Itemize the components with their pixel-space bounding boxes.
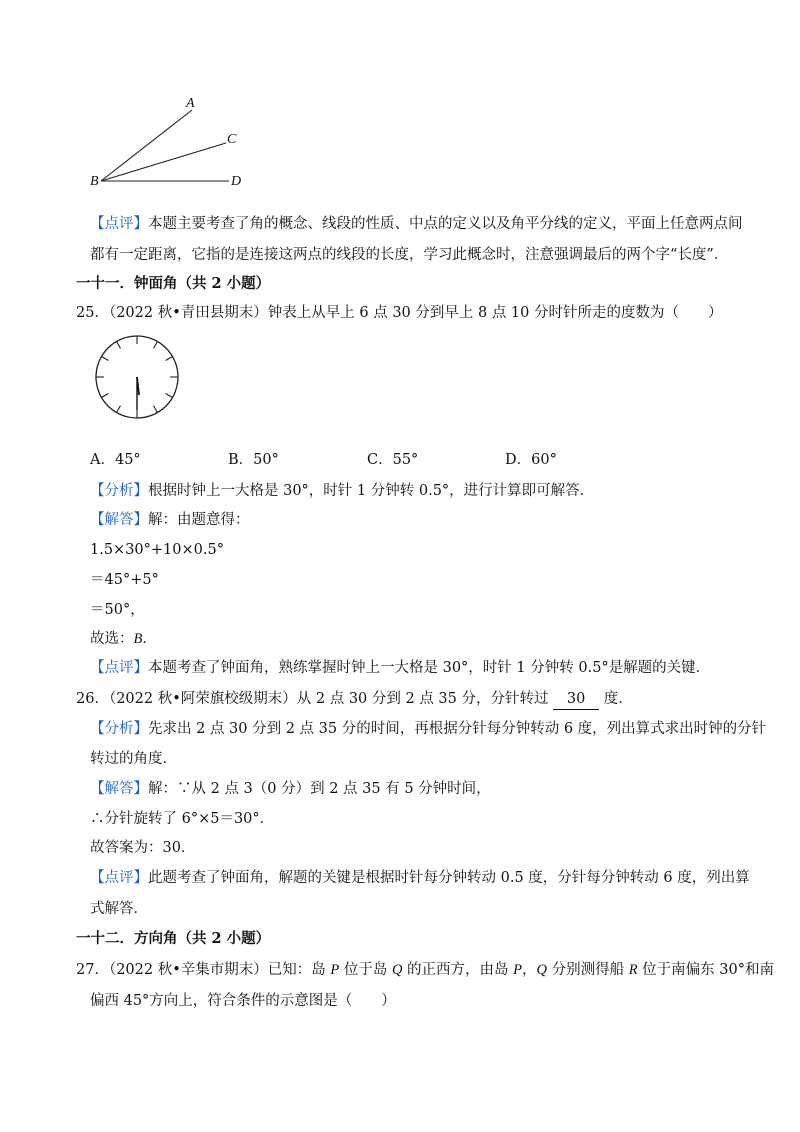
review-tag: 【点评】 [90, 660, 148, 676]
option-text: 50° [253, 452, 279, 468]
question-number: 27． [76, 962, 109, 978]
q26-analysis-2: 转过的角度． [90, 751, 177, 767]
option-a[interactable] [90, 450, 141, 470]
question-source: （2022 秋•阿荣旗校级期末） [108, 691, 297, 707]
question-text: 分别测得船 [547, 962, 629, 978]
question-text: 钟表上从早上 6 点 30 分到早上 8 点 10 分时针所走的度数为（ ） [267, 305, 723, 321]
var-p: P [330, 962, 340, 978]
label-a: A [186, 96, 195, 111]
choice-letter: B [133, 631, 143, 647]
q25-answer [90, 510, 250, 530]
option-text: 55° [392, 452, 419, 468]
q25-calc-1: 1.5×30°+10×0.5° [90, 542, 224, 558]
q25-calc-3: ＝50°， [90, 602, 145, 618]
analysis-text: 根据时钟上一大格是 30°，时针 1 分钟转 0.5°，进行计算即可解答． [148, 483, 595, 499]
question-text: 的正西方，由岛 [402, 962, 514, 978]
option-text: 45° [114, 452, 141, 468]
q26-answer-3: 故答案为：30． [90, 840, 196, 856]
q25-calc-2: ＝45°+5° [90, 572, 159, 588]
q26-analysis-1 [90, 719, 766, 739]
question-text: 度． [599, 691, 633, 707]
analysis-tag: 【分析】 [90, 721, 148, 737]
answer-text: 解：由题意得： [148, 512, 250, 528]
q25-analysis [90, 481, 594, 501]
question-number: 25． [76, 305, 109, 321]
option-c[interactable] [367, 450, 418, 470]
label-c: C [227, 132, 237, 147]
answer-tag: 【解答】 [90, 512, 148, 528]
review-text: 都有一定距离，它指的是连接这两点的线段的长度，学习此概念时，注意强调最后的两个字“长度”． [90, 247, 729, 263]
var-q: Q [391, 962, 403, 978]
ray-ba [101, 110, 192, 181]
question-text: 从 2 点 30 分到 2 点 35 分，分针转过 [296, 691, 554, 707]
ray-bc [101, 143, 226, 181]
question-25-stem [76, 303, 723, 323]
section-title: 一十二．方向角（共 2 小题） [76, 930, 271, 947]
question-text: ， [522, 962, 537, 978]
answer-tag: 【解答】 [90, 781, 148, 797]
option-label: C． [367, 452, 393, 468]
q26-answer-1 [90, 779, 491, 799]
question-26-stem [76, 689, 633, 710]
analysis-tag: 【分析】 [90, 483, 148, 499]
q26-answer-2: ∴分针旋转了 6°×5＝30°． [90, 811, 275, 827]
analysis-text: 先求出 2 点 30 分到 2 点 35 分的时间，再根据分针每分钟转动 6 度，列出算式求出时钟的分针 [148, 721, 767, 737]
q26-review-2: 式解答． [90, 901, 148, 917]
review-text: 本题主要考查了角的概念、线段的性质、中点的定义以及角平分线的定义，平面上任意两点间 [148, 216, 743, 232]
option-text: 60° [531, 452, 557, 468]
question-text: 位于岛 [339, 962, 392, 978]
q25-choice [90, 629, 157, 649]
answer-blank: 30 [553, 689, 599, 710]
option-b[interactable] [228, 450, 279, 470]
var-q: Q [536, 962, 547, 978]
var-r: R [628, 962, 638, 978]
q25-review [90, 658, 710, 678]
option-d[interactable] [505, 450, 557, 470]
question-number: 26． [76, 691, 109, 707]
review-text: 此题考查了钟面角，解题的关键是根据时针每分钟转动 0.5 度，分针每分钟转动 6 度，列出算 [148, 870, 750, 886]
review-1-line-1 [90, 214, 743, 234]
label-b: B [90, 174, 99, 189]
review-tag: 【点评】 [90, 870, 148, 886]
choice-prefix: 故选： [90, 631, 134, 647]
question-source: （2022 秋•辛集市期末） [108, 962, 268, 978]
review-tag: 【点评】 [90, 216, 148, 232]
section-title: 一十一．钟面角（共 2 小题） [76, 275, 271, 292]
question-27-stem-2: 偏西 45°方向上，符合条件的示意图是（ ） [90, 993, 396, 1009]
question-text: 位于南偏东 30°和南 [637, 962, 774, 978]
option-label: D． [505, 452, 532, 468]
angle-figure [88, 95, 258, 195]
option-label: B． [228, 452, 254, 468]
question-text: 已知：岛 [267, 962, 331, 978]
clock-figure [92, 332, 182, 422]
review-1-line-2 [90, 245, 728, 265]
var-p: P [513, 962, 523, 978]
question-source: （2022 秋•青田县期末） [108, 305, 268, 321]
choice-suffix: ． [142, 631, 157, 647]
review-text: 本题考查了钟面角，熟练掌握时钟上一大格是 30°，时针 1 分钟转 0.5°是解题的关键． [148, 660, 711, 676]
option-label: A． [90, 452, 115, 468]
question-27-stem-1 [76, 960, 774, 980]
q26-review-1 [90, 868, 750, 888]
label-d: D [231, 174, 242, 189]
answer-text: 解：∵从 2 点 3（0 分）到 2 点 35 有 5 分钟时间， [148, 781, 491, 797]
